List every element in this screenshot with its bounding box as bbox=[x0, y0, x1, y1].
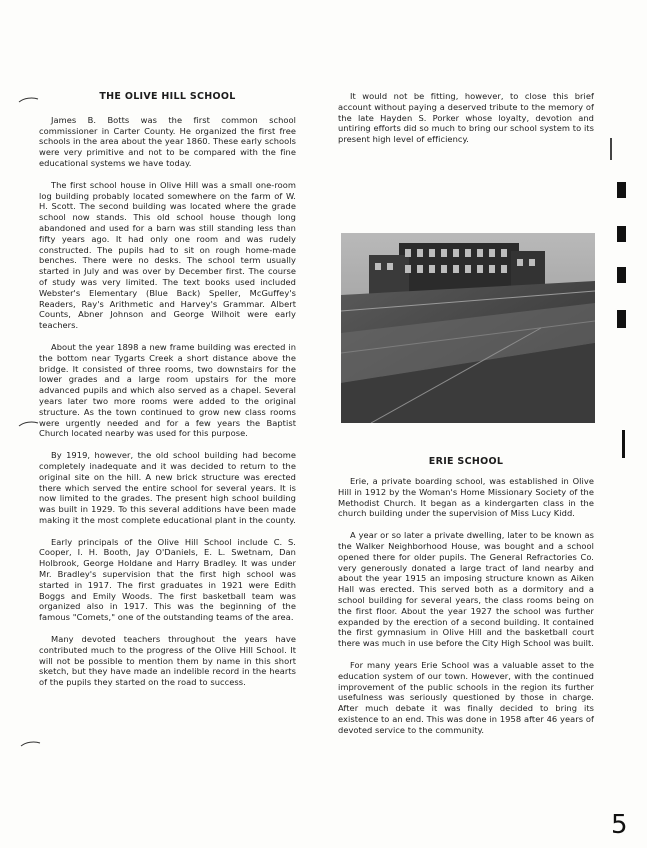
scan-mark bbox=[617, 267, 626, 283]
left-column bbox=[39, 92, 296, 699]
paragraph: Early principals of the Olive Hill School include C. S. Cooper, I. H. Booth, Jay O'Daniels, E. L. Swetnam, Dan Holbrook, George Holdane and Harry Bradley. It was under Mr. Bradley's supervision that the first high school was started in 1917. The first graduates in 1921 were Edith Boggs and Emily Woods. The first basketball team was organized also in 1917. This was the beginning of the famous "Comets," one of the outstanding teams of the area. bbox=[39, 536, 296, 623]
margin-tick-mark bbox=[18, 96, 40, 104]
paragraph: Many devoted teachers throughout the years have contributed much to the progress of the Olive Hill School. It will not be possible to mention them by name in this short sketch, but they have made an indelible record in the hearts of the pupils they started on the road to success. bbox=[39, 634, 296, 688]
right-column-erie bbox=[338, 476, 594, 747]
paragraph: James B. Botts was the first common school commissioner in Carter County. He organized the first free schools in the area about the year 1860. These early schools were very primitive and not to be compared with the fine educational systems we have today. bbox=[39, 114, 296, 168]
school-photo-drawing bbox=[341, 233, 595, 423]
margin-tick-mark bbox=[20, 740, 42, 748]
paragraph: Erie, a private boarding school, was established in Olive Hill in 1912 by the Woman's Home Missionary Society of the Methodist Church. It began as a kindergarten class in the church building under the supervision of Miss Lucy Kidd. bbox=[338, 476, 594, 519]
paragraph: The first school house in Olive Hill was a small one-room log building probably located somewhere on the farm of W. H. Scott. The second building was located where the grade school now stands. This old school house though long abandoned and used for a barn was still standing less than fifty years ago. It had only one room and was rudely constructed. The pupils had to sit on rough home-made benches. There were no desks. The school term usually started in July and was over by December first. The course of study was very limited. The text books used included Webster's Elementary (Blue Back) Speller, McGuffey's Readers, Ray's Arithmetic and Harvey's Grammar. Albert Counts, Abner Johnson and George Wilhoit were early teachers. bbox=[39, 179, 296, 331]
scan-mark bbox=[610, 138, 612, 160]
paragraph: A year or so later a private dwelling, later to be known as the Walker Neighborhood House, was bought and a school opened there for older pupils. The General Refractories Co. very generously donated a large tract of land nearby and about the year 1915 an imposing structure known as Aiken Hall was erected. This served both as a dormitory and a school building for several years, the class rooms being on the first floor. About the year 1927 the school was further expanded by the erection of a second building. It contained the first gymnasium in Olive Hill and the basketball court there was much in use before the City High School was built. bbox=[338, 530, 594, 649]
page-number: 5 bbox=[611, 810, 628, 840]
erie-heading: ERIE SCHOOL bbox=[428, 456, 504, 467]
paragraph: About the year 1898 a new frame building was erected in the bottom near Tygarts Creek a short distance above the bridge. It consisted of three rooms, two downstairs for the lower grades and a large room upstairs for the more advanced pupils and which also served as a chapel. Several years later two more rooms were added to the original structure. As the town continued to grow new class rooms were urgently needed and for a few years the Baptist Church located nearby was used for this purpose. bbox=[39, 341, 296, 439]
school-building-photo bbox=[341, 233, 595, 423]
scan-mark bbox=[617, 310, 626, 328]
olive-hill-heading: THE OLIVE HILL SCHOOL bbox=[99, 91, 236, 102]
paragraph: It would not be fitting, however, to close this brief account without paying a deserved tribute to the memory of the late Hayden S. Porker whose loyalty, devotion and untiring efforts did so much to bring our school system to its present high level of efficiency. bbox=[338, 91, 594, 145]
paragraph: For many years Erie School was a valuable asset to the education system of our town. However, with the continued improvement of the public schools in the region its further usefulness was seriously questioned by those in charge. After much debate it was finally decided to bring its existence to an end. This was done in 1958 after 46 years of devoted service to the community. bbox=[338, 659, 594, 735]
margin-tick-mark bbox=[18, 420, 40, 428]
scan-mark bbox=[622, 430, 625, 458]
scan-mark bbox=[617, 182, 626, 198]
paragraph: By 1919, however, the old school building had become completely inadequate and it was decided to return to the original site on the hill. A new brick structure was erected there which served the entire school for several years. It is now limited to the grades. The present high school building was built in 1929. To this several additions have been made making it the most complete educational plant in the county. bbox=[39, 450, 296, 525]
scan-mark bbox=[617, 226, 626, 242]
right-column-top bbox=[338, 91, 594, 156]
